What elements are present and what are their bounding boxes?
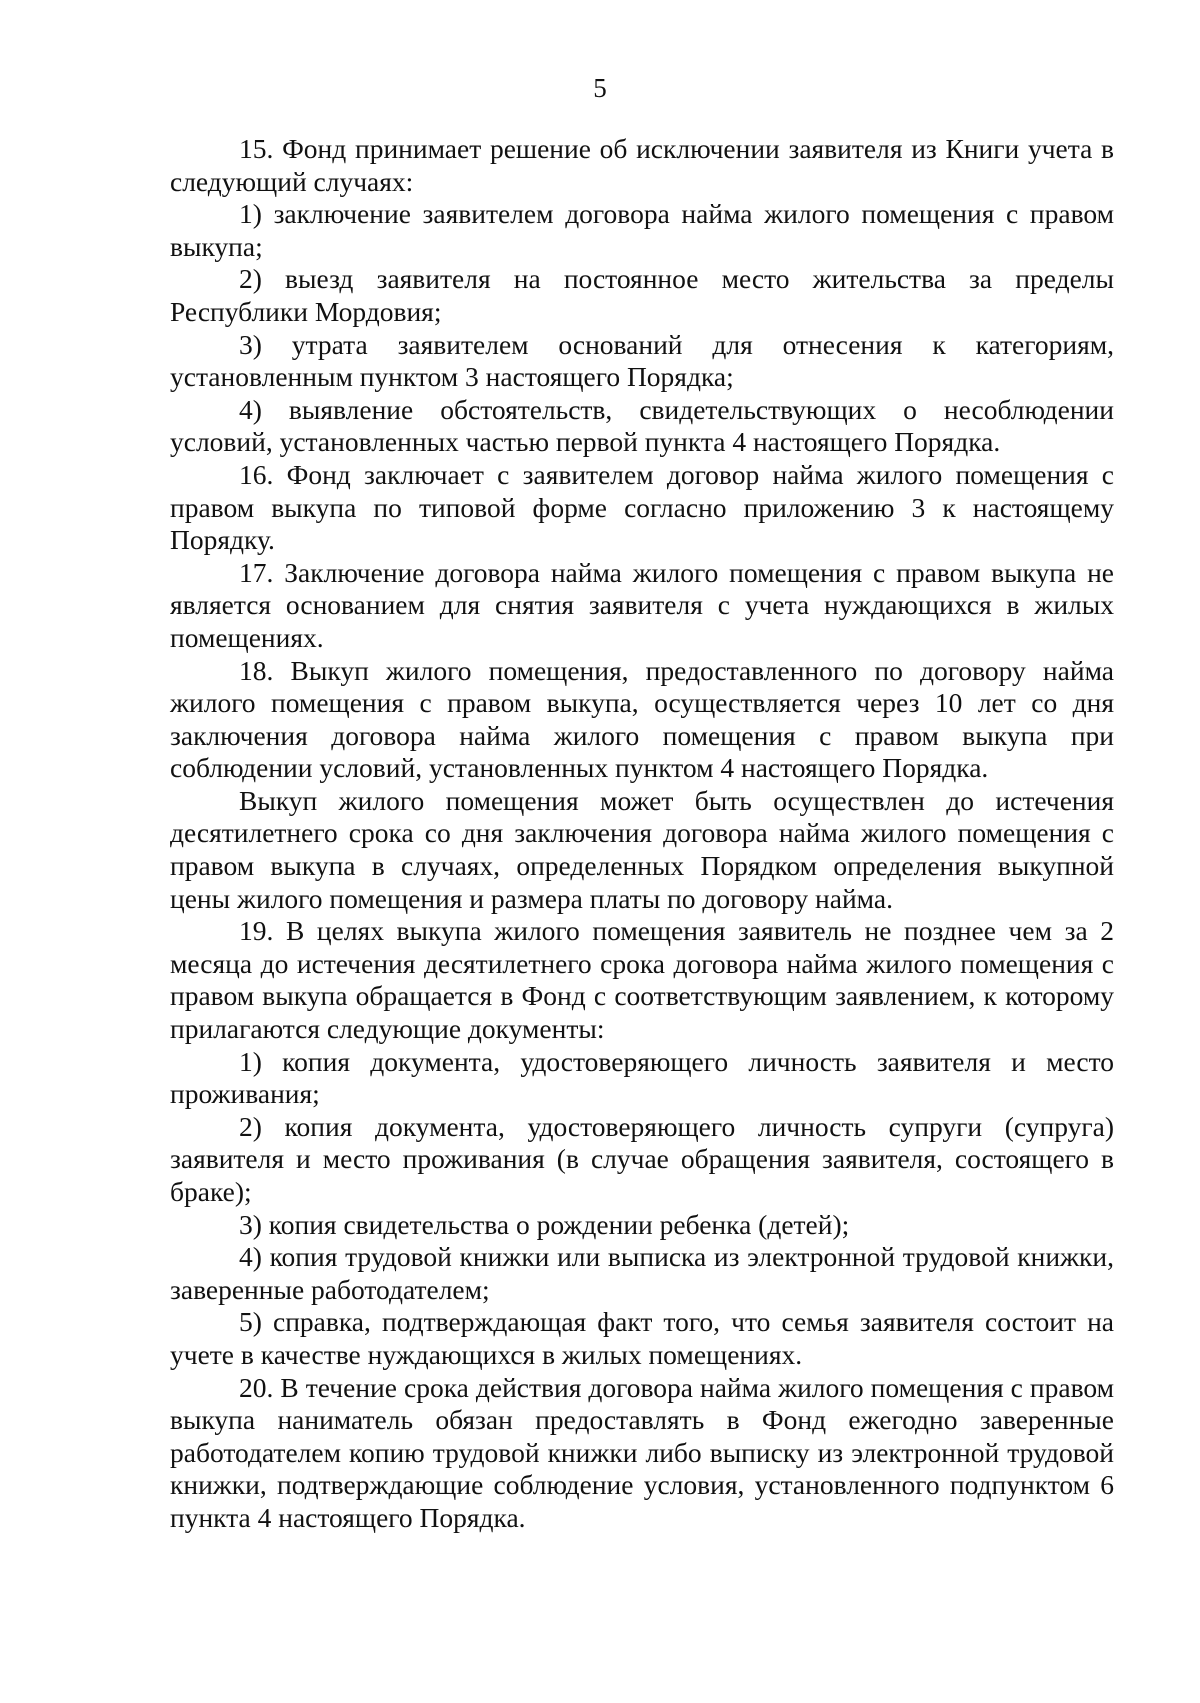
paragraph-15-item-1: 1) заключение заявителем договора найма жилого помещения с правом выкупа; <box>170 198 1114 262</box>
paragraph-18-part-2: Выкуп жилого помещения может быть осуществлен до истечения десятилетнего срока со дня заключения договора найма жилого помещения с правом выкупа в случаях, определенных Порядком определения выкупной цены жилого помещения и размера платы по договору найма. <box>170 784 1114 914</box>
page-number: 5 <box>593 73 607 103</box>
paragraph-15-item-2: 2) выезд заявителя на постоянное место жительства за пределы Республики Мордовия; <box>170 263 1114 327</box>
paragraph-19-item-4: 4) копия трудовой книжки или выписка из электронной трудовой книжки, заверенные работодателем; <box>170 1241 1114 1305</box>
paragraph-19: 19. В целях выкупа жилого помещения заявитель не позднее чем за 2 месяца до истечения десятилетнего срока договора найма жилого помещения с правом выкупа обращается в Фонд с соответствующим заявлением, к которому прилагаются следующие документы: <box>170 915 1114 1045</box>
paragraph-20: 20. В течение срока действия договора найма жилого помещения с правом выкупа наниматель обязан предоставлять в Фонд ежегодно заверенные работодателем копию трудовой книжки либо выписку из электронной трудовой книжки, подтверждающие соблюдение условия, установленного подпунктом 6 пункта 4 настоящего Порядка. <box>170 1371 1114 1533</box>
paragraph-17: 17. Заключение договора найма жилого помещения с правом выкупа не является основанием для снятия заявителя с учета нуждающихся в жилых помещениях. <box>170 556 1114 653</box>
paragraph-15: 15. Фонд принимает решение об исключении заявителя из Книги учета в следующий случаях: <box>170 133 1114 197</box>
paragraph-18: 18. Выкуп жилого помещения, предоставленного по договору найма жилого помещения с правом выкупа, осуществляется через 10 лет со дня заключения договора найма жилого помещения с правом выкупа при соблюдении условий, установленных пунктом 4 настоящего Порядка. <box>170 654 1114 784</box>
paragraph-16: 16. Фонд заключает с заявителем договор найма жилого помещения с правом выкупа по типовой форме согласно приложению 3 к настоящему Порядку. <box>170 458 1114 556</box>
paragraph-15-item-3: 3) утрата заявителем оснований для отнесения к категориям, установленным пунктом 3 настоящего Порядка; <box>170 328 1114 393</box>
paragraph-19-item-1: 1) копия документа, удостоверяющего личность заявителя и место проживания; <box>170 1045 1114 1110</box>
paragraph-15-item-4: 4) выявление обстоятельств, свидетельствующих о несоблюдении условий, установленных частью первой пункта 4 настоящего Порядка. <box>170 393 1114 458</box>
paragraph-19-item-5: 5) справка, подтверждающая факт того, что семья заявителя состоит на учете в качестве нуждающихся в жилых помещениях. <box>170 1306 1114 1370</box>
document-body <box>170 133 1114 1535</box>
paragraph-19-item-3: 3) копия свидетельства о рождении ребенка (детей); <box>239 1208 850 1240</box>
paragraph-19-item-2: 2) копия документа, удостоверяющего личность супруги (супруга) заявителя и место проживания (в случае обращения заявителя, состоящего в браке); <box>170 1110 1114 1207</box>
